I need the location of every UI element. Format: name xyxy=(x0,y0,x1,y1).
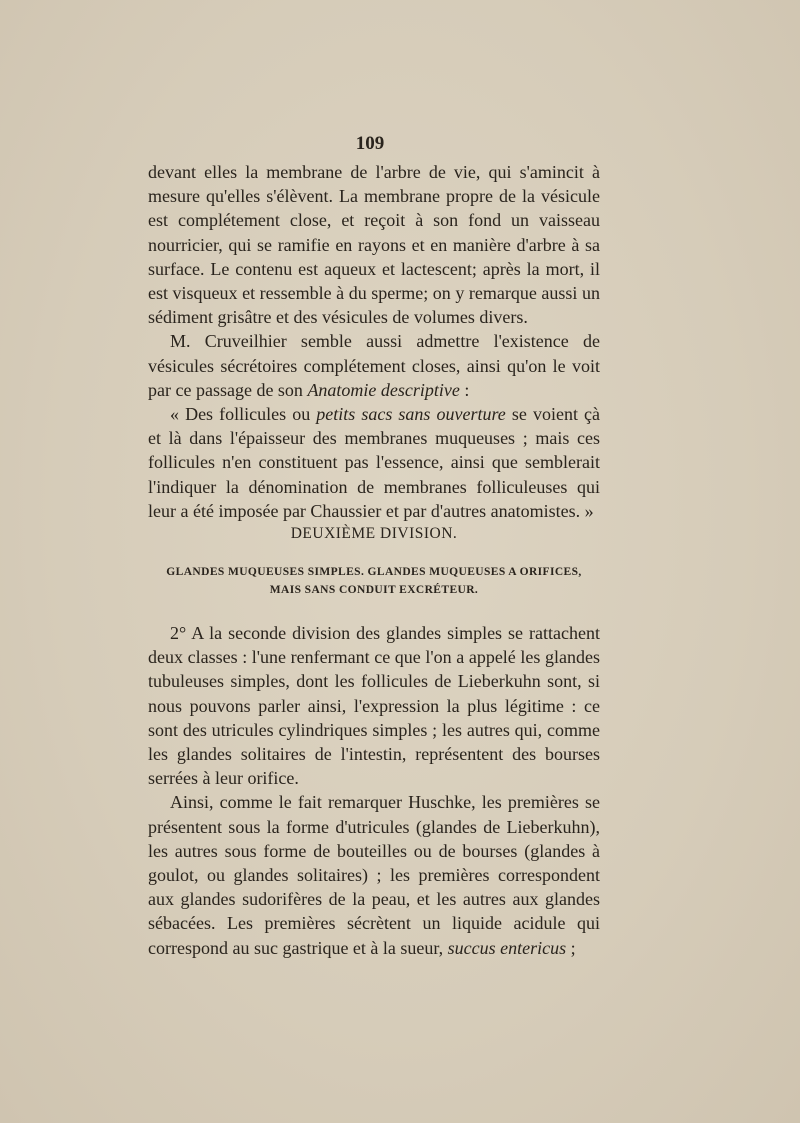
italic-title: Anatomie descriptive xyxy=(307,379,460,400)
top-text-block xyxy=(148,160,600,523)
division-subtitle xyxy=(148,563,600,599)
paragraph-quotation: « Des follicules ou petits sacs sans ouverture se voient çà et là dans l'épaisseur des membranes muqueuses ; mais ces follicules n'en constituent pas l'essence, ainsi que semblerait l'indiquer la dénomination de membranes folliculeuses qui leur a été imposée par Chaussier et par d'autres anatomistes. » xyxy=(148,404,600,521)
page-number: 109 xyxy=(355,133,385,154)
paragraph-huschke: Ainsi, comme le fait remarquer Huschke, les premières se présentent sous la forme d'utricules (glandes de Lieberkuhn), les autres sous forme de bouteilles ou de bourses (glandes à goulot, ou glandes solitaires) ; les premières correspondent aux glandes sudorifères de la peau, et les autres aux glandes sébacées. Les premières sécrètent un liquide acidule qui correspond au suc gastrique et à la sueur, succus entericus ; xyxy=(148,792,600,958)
division-title: DEUXIÈME DIVISION. xyxy=(290,525,458,542)
italic-phrase: petits sacs sans ouverture xyxy=(316,404,506,425)
italic-term: succus entericus xyxy=(447,937,567,958)
subtitle-line-2: MAIS SANS CONDUIT EXCRÉTEUR. xyxy=(269,584,479,596)
paragraph-second-division: 2° A la seconde division des glandes simples se rattachent deux classes : l'une renfermant ce que l'on a appelé les glandes tubuleuses simples, dont les follicules de Lieberkuhn sont, si nous pouvons parler ainsi, l'expression la plus légitime : ce sont des utricules cylindriques simples ; les autres qui, comme les glandes solitaires de l'intestin, représentent des bourses serrées à leur orifice. xyxy=(148,623,600,789)
subtitle-line-1: GLANDES MUQUEUSES SIMPLES. GLANDES MUQUEUSES A ORIFICES, xyxy=(166,566,582,578)
paragraph-cruveilhier: M. Cruveilhier semble aussi admettre l'existence de vésicules sécrétoires complétement closes, ainsi qu'on le voit par ce passage de son Anatomie descriptive : xyxy=(148,331,600,400)
paragraph-continuation: devant elles la membrane de l'arbre de vie, qui s'amincit à mesure qu'elles s'élèvent. La membrane propre de la vésicule est complétement close, et reçoit à son fond un vaisseau nourricier, qui se ramifie en rayons et en manière d'arbre à sa surface. Le contenu est aqueux et lactescent; après la mort, il est visqueux et ressemble à du sperme; on y remarque aussi un sédiment grisâtre et des vésicules de volumes divers. xyxy=(148,162,600,328)
bottom-text-block xyxy=(148,621,600,960)
